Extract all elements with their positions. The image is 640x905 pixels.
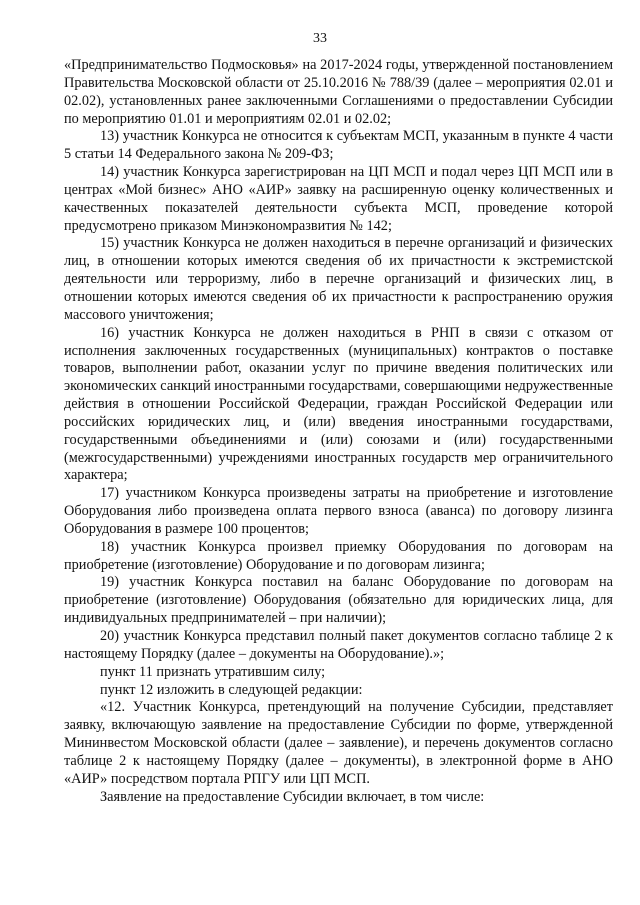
- page-number: 33: [313, 31, 327, 46]
- paragraph-item-19: 19) участник Конкурса поставил на баланс Оборудование по договорам на приобретение (изготовление) Оборудования (обязательно для юридических лица, для индивидуальных предпринимателей – при наличии);: [64, 574, 613, 627]
- paragraph-point-12-intro: пункт 12 изложить в следующей редакции:: [100, 681, 363, 698]
- paragraph-item-16: 16) участник Конкурса не должен находиться в РНП в связи с отказом от исполнения заключенных государственных (муниципальных) контрактов о поставке товаров, выполнении работ, оказании услуг по причине введения политических или экономических санкций иностранными государствами, совершающими недружественные действия в отношении Российской Федерации, граждан Российской Федерации или российских юридических лиц, и (или) введения иностранными государствами, государственными объединениями и (или) союзами и (или) государственными (межгосударственными) учреждениями иностранных государств мер ограничительного характера;: [64, 324, 613, 484]
- paragraph-item-14: 14) участник Конкурса зарегистрирован на ЦП МСП и подал через ЦП МСП или в центрах «Мой бизнес» АНО «АИР» заявку на расширенную оценку количественных и качественных показателей деятельности субъекта МСП, проведение которой предусмотрено приказом Минэкономразвития № 142;: [64, 164, 613, 234]
- paragraph-item-18: 18) участник Конкурса произвел приемку Оборудования по договорам на приобретение (изготовление) Оборудование и по договорам лизинга;: [64, 538, 613, 573]
- paragraph-item-17: 17) участником Конкурса произведены затраты на приобретение и изготовление Оборудования либо произведена оплата первого взноса (аванса) по договору лизинга Оборудования в размере 100 процентов;: [64, 485, 613, 537]
- paragraph-point-11: пункт 11 признать утратившим силу;: [100, 663, 326, 680]
- paragraph-point-12-text: «12. Участник Конкурса, претендующий на получение Субсидии, представляет заявку, включающую заявление на предоставление Субсидии по форме, утвержденной Мининвестом Московской области (далее – заявление), и перечень документов согласно таблице 2 к настоящему Порядку (далее – документы), в электронной форме в АНО «АИР» посредством портала РПГУ или ЦП МСП.: [64, 699, 613, 787]
- paragraph-application-contents: Заявление на предоставление Субсидии включает, в том числе:: [100, 788, 485, 805]
- paragraph-item-20: 20) участник Конкурса представил полный пакет документов согласно таблице 2 к настоящему Порядку (далее – документы на Оборудование).»;: [64, 628, 613, 662]
- paragraph-item-13: 13) участник Конкурса не относится к субъектам МСП, указанным в пункте 4 части 5 статьи 14 Федерального закона № 209-ФЗ;: [64, 128, 613, 163]
- paragraph-item-15: 15) участник Конкурса не должен находиться в перечне организаций и физических лиц, в отношении которых имеются сведения об их причастности к экстремистской деятельности или терроризму, либо в перечне организаций и физических лиц, в отношении которых имеются сведения об их причастности к распространению оружия массового уничтожения;: [64, 235, 613, 323]
- paragraph-continuation: «Предпринимательство Подмосковья» на 2017-2024 годы, утвержденной постановлением Правительства Московской области от 25.10.2016 № 788/39 (далее – мероприятия 02.01 и 02.02), установленных ранее заключенными Соглашениями о предоставлении Субсидии по мероприятию 01.01 и мероприятиям 02.01 и 02.02;: [64, 57, 613, 127]
- document-body: [64, 57, 613, 806]
